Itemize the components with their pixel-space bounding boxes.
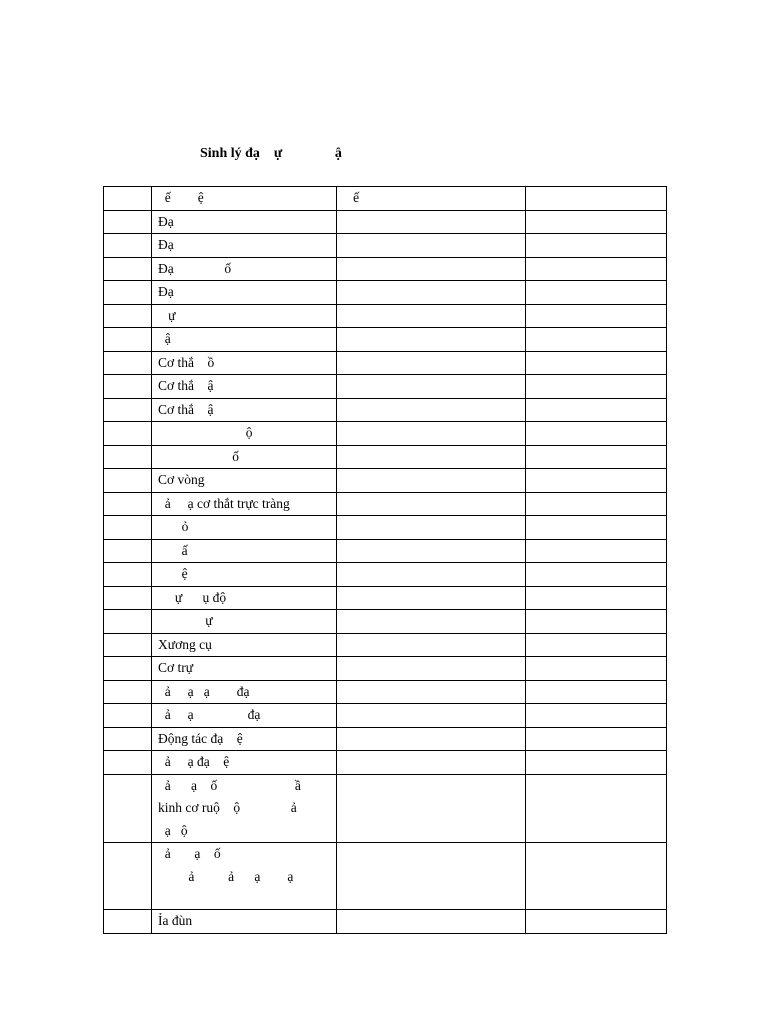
table-cell-c0: [104, 398, 152, 422]
table-row: [104, 351, 667, 375]
table-cell-c0: [104, 539, 152, 563]
table-row: [104, 704, 667, 728]
table-cell-c0: [104, 680, 152, 704]
table-cell-c0: [104, 422, 152, 446]
table-cell-c2: [337, 187, 526, 211]
table-cell-c3: [526, 422, 667, 446]
table-cell-c3: [526, 375, 667, 399]
cell-text: Ỉa đùn: [158, 913, 193, 928]
table-cell-c3: [526, 328, 667, 352]
table-cell-c3: [526, 774, 667, 843]
table-cell-c1: [152, 516, 337, 540]
table-cell-c3: [526, 633, 667, 657]
table-cell-c1: [152, 751, 337, 775]
table-cell-c1: [152, 375, 337, 399]
table-cell-c3: [526, 257, 667, 281]
cell-text: Đạ ố: [158, 260, 232, 276]
table-cell-c1: [152, 843, 337, 910]
table-cell-c2: [337, 516, 526, 540]
table-row: [104, 234, 667, 258]
table-cell-c2: [337, 751, 526, 775]
table-row: [104, 910, 667, 934]
table-row: [104, 727, 667, 751]
table-row: [104, 516, 667, 540]
table-cell-c3: [526, 843, 667, 910]
cell-text: ỏ: [158, 519, 189, 534]
table-cell-c0: [104, 704, 152, 728]
table-cell-c2: [337, 539, 526, 563]
page-title: Sinh lý đạ ự ậ: [200, 146, 342, 161]
table-cell-c2: [337, 351, 526, 375]
table-cell-c1: [152, 445, 337, 469]
table-cell-c3: [526, 563, 667, 587]
table-cell-c3: [526, 304, 667, 328]
table-cell-c0: [104, 910, 152, 934]
table-cell-c2: [337, 422, 526, 446]
table-cell-c2: [337, 234, 526, 258]
table-row: [104, 633, 667, 657]
table-cell-c1: [152, 469, 337, 493]
table-row: [104, 422, 667, 446]
table-cell-c1: [152, 281, 337, 305]
table-cell-c2: [337, 281, 526, 305]
cell-text: ậ: [158, 331, 171, 346]
table-cell-c3: [526, 445, 667, 469]
table-cell-c1: [152, 774, 337, 843]
table-cell-c1: [152, 234, 337, 258]
data-table: [103, 186, 667, 934]
table-row: [104, 398, 667, 422]
table-cell-c3: [526, 657, 667, 681]
table-row: [104, 328, 667, 352]
table-cell-c3: [526, 586, 667, 610]
table-cell-c0: [104, 328, 152, 352]
cell-text: ả ạ ố ầ kinh cơ ruộ ộ ả ạ ộ: [158, 777, 301, 838]
table-cell-c0: [104, 304, 152, 328]
table-row: [104, 210, 667, 234]
table-cell-c3: [526, 516, 667, 540]
table-cell-c3: [526, 492, 667, 516]
cell-text: ự: [158, 307, 176, 323]
table-cell-c1: [152, 704, 337, 728]
table-cell-c1: [152, 563, 337, 587]
table-cell-c1: [152, 727, 337, 751]
table-cell-c1: [152, 610, 337, 634]
cell-text: ả ạ ố ả ả ạ ạ: [164, 846, 294, 884]
table-cell-c0: [104, 492, 152, 516]
table-row: [104, 843, 667, 910]
table-body: [104, 187, 667, 934]
table-cell-c2: [337, 633, 526, 657]
table-cell-c3: [526, 680, 667, 704]
cell-text: Động tác đạ ệ: [158, 730, 243, 746]
table-cell-c2: [337, 328, 526, 352]
table-cell-c2: [337, 910, 526, 934]
table-row: [104, 375, 667, 399]
table-cell-c1: [152, 680, 337, 704]
table-cell-c3: [526, 910, 667, 934]
cell-text: ả ạ đạ: [158, 707, 261, 722]
cell-text: Cơ vòng: [158, 472, 205, 487]
table-cell-c2: [337, 492, 526, 516]
cell-text: ệ: [158, 566, 188, 581]
cell-text: ế ệ: [158, 190, 204, 205]
table-cell-c1: [152, 422, 337, 446]
table-cell-c2: [337, 657, 526, 681]
table-cell-c0: [104, 257, 152, 281]
table-cell-c3: [526, 351, 667, 375]
table-cell-c0: [104, 563, 152, 587]
table-row: [104, 469, 667, 493]
table-cell-c1: [152, 539, 337, 563]
cell-text: ả ạ cơ thắt trực tràng: [158, 495, 290, 511]
table-cell-c0: [104, 774, 152, 843]
table-cell-c2: [337, 704, 526, 728]
table-row: [104, 610, 667, 634]
table-row: [104, 187, 667, 211]
cell-text: Đạ: [158, 284, 174, 299]
table-cell-c0: [104, 751, 152, 775]
cell-text: Cơ trự: [158, 660, 194, 675]
table-cell-c0: [104, 516, 152, 540]
cell-text: ự ụ độ: [158, 589, 227, 605]
table-cell-c2: [337, 774, 526, 843]
table-row: [104, 257, 667, 281]
table-cell-c1: [152, 210, 337, 234]
table-cell-c0: [104, 633, 152, 657]
table-cell-c0: [104, 445, 152, 469]
table-row: [104, 304, 667, 328]
table-cell-c3: [526, 398, 667, 422]
table-cell-c1: [152, 257, 337, 281]
table-cell-c0: [104, 351, 152, 375]
table-cell-c2: [337, 398, 526, 422]
table-cell-c2: [337, 210, 526, 234]
table-cell-c1: [152, 657, 337, 681]
table-cell-c2: [337, 375, 526, 399]
cell-text: ố: [158, 448, 239, 464]
table-cell-c3: [526, 187, 667, 211]
table-cell-c1: [152, 304, 337, 328]
cell-text: ả ạ đạ ệ: [158, 754, 230, 769]
table-cell-c0: [104, 586, 152, 610]
cell-text: ế: [343, 190, 360, 205]
table-cell-c1: [152, 492, 337, 516]
table-cell-c0: [104, 843, 152, 910]
table-cell-c0: [104, 187, 152, 211]
table-cell-c2: [337, 843, 526, 910]
cell-text: Cơ thắ ồ: [158, 354, 215, 370]
table-cell-c3: [526, 210, 667, 234]
table-cell-c0: [104, 375, 152, 399]
cell-text: Cơ thắ ậ: [158, 378, 214, 393]
table-cell-c0: [104, 210, 152, 234]
cell-text: ấ: [158, 542, 188, 558]
cell-text: Đạ: [158, 213, 174, 229]
table-cell-c3: [526, 727, 667, 751]
table-cell-c0: [104, 727, 152, 751]
table-cell-c3: [526, 704, 667, 728]
cell-text: Đạ: [158, 237, 174, 252]
table-cell-c0: [104, 657, 152, 681]
table-row: [104, 586, 667, 610]
table-cell-c2: [337, 445, 526, 469]
cell-text: Xương cụ: [158, 636, 212, 652]
table-cell-c1: [152, 328, 337, 352]
table-cell-c2: [337, 680, 526, 704]
table-cell-c0: [104, 281, 152, 305]
table-row: [104, 657, 667, 681]
table-row: [104, 539, 667, 563]
table-row: [104, 281, 667, 305]
table-row: [104, 774, 667, 843]
table-cell-c2: [337, 727, 526, 751]
table-cell-c2: [337, 304, 526, 328]
table-cell-c3: [526, 234, 667, 258]
table-cell-c1: [152, 633, 337, 657]
table-cell-c3: [526, 539, 667, 563]
cell-text: ả ạ ạ đạ: [158, 683, 250, 699]
table-cell-c3: [526, 751, 667, 775]
table-cell-c1: [152, 351, 337, 375]
table-cell-c2: [337, 257, 526, 281]
table-cell-c2: [337, 610, 526, 634]
table-cell-c2: [337, 469, 526, 493]
table-row: [104, 445, 667, 469]
table-cell-c2: [337, 586, 526, 610]
table-cell-c1: [152, 910, 337, 934]
table-row: [104, 492, 667, 516]
table-cell-c3: [526, 610, 667, 634]
table-cell-c3: [526, 281, 667, 305]
table-cell-c2: [337, 563, 526, 587]
table-cell-c1: [152, 398, 337, 422]
table-cell-c0: [104, 610, 152, 634]
table-cell-c1: [152, 586, 337, 610]
table-cell-c0: [104, 234, 152, 258]
cell-text: ộ: [158, 425, 253, 440]
table-row: [104, 751, 667, 775]
table-row: [104, 680, 667, 704]
cell-text: Cơ thắ ậ: [158, 401, 214, 417]
cell-text: ự: [158, 613, 213, 628]
table-cell-c1: [152, 187, 337, 211]
table-cell-c3: [526, 469, 667, 493]
table-row: [104, 563, 667, 587]
table-cell-c0: [104, 469, 152, 493]
